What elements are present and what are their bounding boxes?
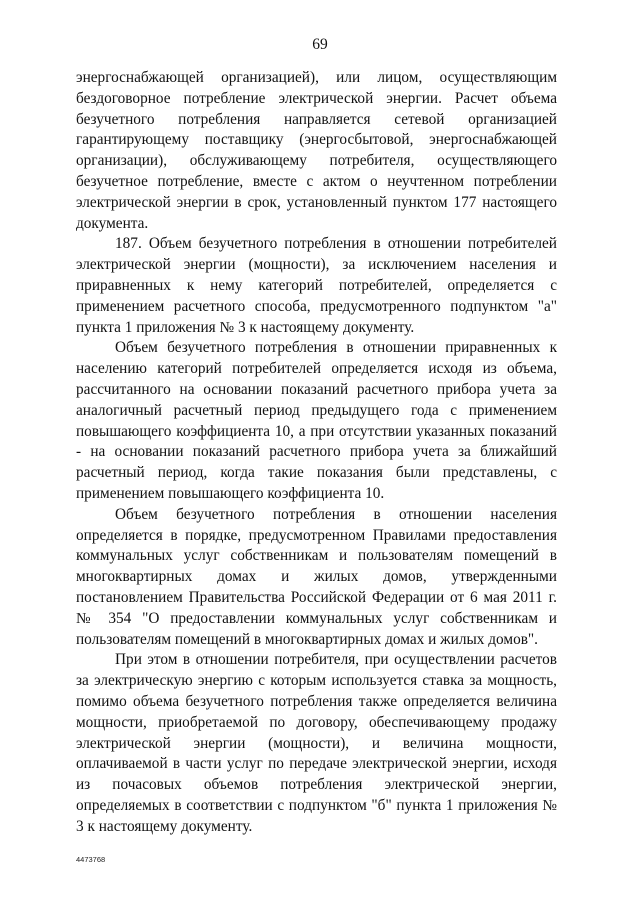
paragraph-continuation: энергоснабжающей организацией), или лицом, осуществляющим бездоговорное потребление электрической энергии. Расчет объема безучетного потребления направляется сетевой организацией гарантирующему поставщику (энергосбытовой, энергоснабжающей организации), обслуживающему потребителя, осуществляющего безучетное потребление, вместе с актом о неучтенном потреблении электрической энергии в срок, установленный пунктом 177 настоящего документа. xyxy=(76,69,557,232)
paragraph-item-187: 187. Объем безучетного потребления в отношении потребителей электрической энергии (мощности), за исключением населения и приравненных к нему категорий потребителей, определяется с применением расчетного способа, предусмотренного подпунктом "а" пункта 1 приложения № 3 к настоящему документу. xyxy=(76,235,557,336)
document-id: 4473768 xyxy=(76,855,106,864)
paragraph-equivalent-categories: Объем безучетного потребления в отношении приравненных к населению категорий потребителей определяется исходя из объема, рассчитанного на основании показаний расчетного прибора учета за аналогичный расчетный период предыдущего года с применением повышающего коэффициента 10, а при отсутствии указанных показаний - на основании показаний расчетного прибора учета за ближайший расчетный период, когда такие показания были представлены, с применением повышающего коэффициента 10. xyxy=(76,339,557,502)
paragraph-population: Объем безучетного потребления в отношении населения определяется в порядке, предусмотренном Правилами предоставления коммунальных услуг собственникам и пользователям помещений в многоквартирных домах и жилых домов, утвержденными постановлением Правительства Российской Федерации от 6 мая 2011 г. № 354 "О предоставлении коммунальных услуг собственникам и пользователям помещений в многоквартирных домах и жилых домов". xyxy=(76,505,557,648)
page-number: 69 xyxy=(312,36,328,53)
paragraph-capacity-rate: При этом в отношении потребителя, при осуществлении расчетов за электрическую энергию с которым используется ставка за мощность, помимо объема безучетного потребления также определяется величина мощности, приобретаемой по договору, обеспечивающему продажу электрической энергии (мощности), и величина мощности, оплачиваемой в части услуг по передаче электрической энергии, исходя из почасовых объемов потребления электрической энергии, определяемых в соответствии с подпунктом "б" пункта 1 приложения № 3 к настоящему документу. xyxy=(76,651,557,835)
document-body xyxy=(76,68,557,837)
